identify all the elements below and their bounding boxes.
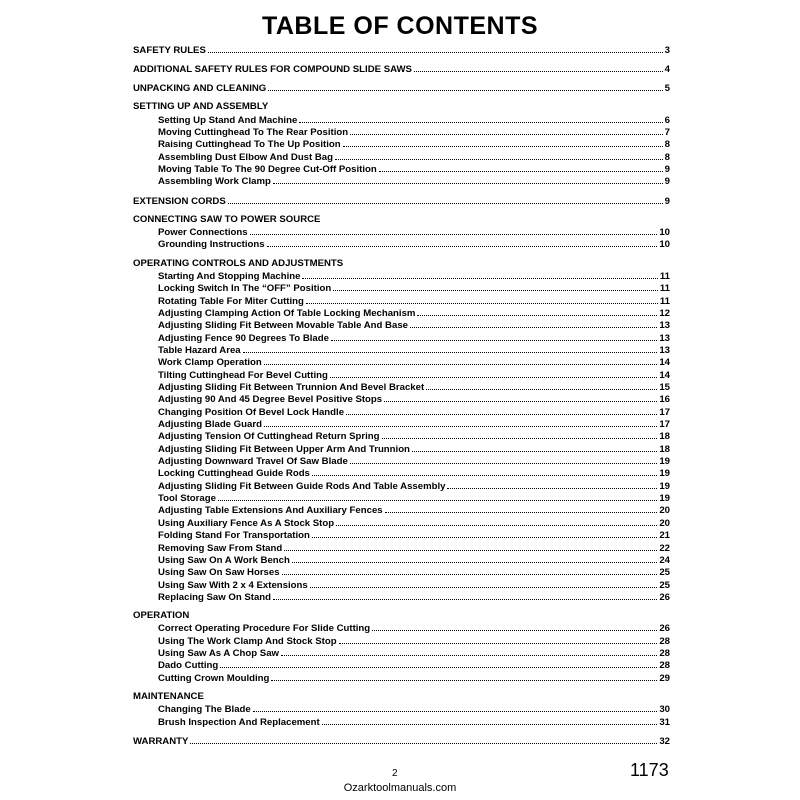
dot-leader [333, 282, 658, 291]
entry-page: 16 [659, 394, 670, 406]
entry-label: Adjusting Sliding Fit Between Movable Table And Base [158, 320, 408, 332]
toc-entry [133, 542, 670, 554]
dot-leader [372, 622, 657, 631]
entry-page: 30 [659, 704, 670, 716]
toc-entry [133, 554, 670, 566]
entry-label: Rotating Table For Miter Cutting [158, 295, 304, 307]
entry-label: Brush Inspection And Replacement [158, 716, 320, 728]
entry-label: Work Clamp Operation [158, 357, 262, 369]
toc-entry [133, 356, 670, 368]
entry-page: 32 [659, 735, 670, 747]
entry-label: Adjusting Blade Guard [158, 419, 262, 431]
footer-website: Ozarktoolmanuals.com [343, 782, 457, 794]
entry-page: 28 [659, 635, 670, 647]
toc-entry [133, 126, 670, 138]
entry-label: Cutting Crown Moulding [158, 672, 270, 684]
dot-leader [281, 647, 657, 656]
toc-section-heading: MAINTENANCE [133, 690, 204, 702]
dot-leader [299, 114, 662, 123]
toc-entry [133, 163, 670, 175]
toc-entry [133, 307, 670, 319]
toc-entry [133, 270, 670, 282]
entry-page: 25 [659, 567, 670, 579]
entry-page: 11 [659, 283, 670, 295]
toc-entry [133, 332, 670, 344]
section-gap [133, 684, 670, 691]
dot-leader [243, 344, 658, 353]
entry-page: 9 [664, 164, 670, 176]
entry-page: 19 [659, 468, 670, 480]
entry-page: 29 [659, 672, 670, 684]
entry-page: 9 [664, 176, 670, 188]
toc-section-heading: CONNECTING SAW TO POWER SOURCE [133, 213, 321, 225]
entry-label: SAFETY RULES [133, 45, 206, 56]
entry-label: Adjusting Sliding Fit Between Guide Rods And Table Assembly [158, 480, 446, 492]
dot-leader [264, 356, 658, 365]
section-gap [133, 728, 670, 735]
toc-entry [133, 282, 670, 294]
toc-entry [133, 492, 670, 504]
entry-label: UNPACKING AND CLEANING [133, 83, 267, 95]
toc-section-entry [133, 44, 670, 56]
toc-entry [133, 418, 670, 430]
toc-entry [133, 703, 670, 715]
section-gap [133, 251, 670, 258]
dot-leader [302, 270, 657, 279]
dot-leader [267, 238, 658, 247]
entry-page: 28 [659, 660, 670, 672]
entry-page: 21 [659, 530, 670, 542]
dot-leader [382, 430, 658, 439]
entry-label: Assembling Work Clamp [158, 176, 271, 188]
entry-label: Adjusting Table Extensions And Auxiliary Fences [158, 505, 383, 517]
entry-label: Locking Switch In The “OFF” Position [158, 283, 332, 295]
dot-leader [273, 591, 657, 600]
entry-page: 6 [664, 114, 670, 126]
toc-entry [133, 295, 670, 307]
entry-page: 4 [664, 64, 670, 76]
entry-label: Adjusting 90 And 45 Degree Bevel Positive Stops [158, 394, 383, 406]
dot-leader [190, 735, 657, 744]
entry-page: 14 [659, 369, 670, 381]
toc-section-heading: OPERATION [133, 610, 190, 622]
toc-entry [133, 455, 670, 467]
entry-page: 26 [659, 591, 670, 603]
page-number: 2 [392, 768, 398, 779]
entry-label: Using Saw On A Work Bench [158, 554, 290, 566]
toc-section-heading: SETTING UP AND ASSEMBLY [133, 101, 269, 113]
entry-label: Setting Up Stand And Machine [158, 114, 298, 126]
toc-entry [133, 226, 670, 238]
entry-page: 8 [664, 151, 670, 163]
toc-entry [133, 430, 670, 442]
dot-leader [385, 504, 658, 513]
entry-label: Changing Position Of Bevel Lock Handle [158, 406, 345, 418]
entry-page: 10 [659, 239, 670, 251]
page-title: TABLE OF CONTENTS [261, 12, 539, 40]
entry-label: Replacing Saw On Stand [158, 591, 272, 603]
dot-leader [312, 529, 657, 538]
toc-entry [133, 238, 670, 250]
toc-entry [133, 647, 670, 659]
toc-entry [133, 138, 670, 150]
toc-entry [133, 151, 670, 163]
toc-entry [133, 716, 670, 728]
dot-leader [335, 151, 663, 160]
entry-page: 19 [659, 456, 670, 468]
dot-leader [336, 517, 657, 526]
entry-label: Removing Saw From Stand [158, 542, 283, 554]
toc-entry [133, 480, 670, 492]
section-gap [133, 56, 670, 63]
toc-section-entry [133, 735, 670, 747]
entry-page: 17 [659, 406, 670, 418]
dot-leader [331, 332, 657, 341]
toc-entry [133, 672, 670, 684]
document-number: 1173 [630, 760, 669, 780]
entry-page: 15 [659, 382, 670, 394]
toc-section-entry [133, 63, 670, 75]
dot-leader [312, 467, 657, 476]
entry-label: Assembling Dust Elbow And Dust Bag [158, 151, 334, 163]
dot-leader [220, 659, 657, 668]
entry-label: Adjusting Clamping Action Of Table Locking Mechanism [158, 307, 416, 319]
section-gap [133, 188, 670, 195]
section-gap [133, 75, 670, 82]
entry-label: Folding Stand For Transportation [158, 530, 310, 542]
entry-page: 13 [659, 332, 670, 344]
entry-label: Starting And Stopping Machine [158, 270, 301, 282]
entry-label: Locking Cuttinghead Guide Rods [158, 468, 310, 480]
entry-page: 25 [659, 579, 670, 591]
entry-label: Adjusting Sliding Fit Between Upper Arm And Trunnion [158, 443, 410, 455]
dot-leader [412, 443, 657, 452]
toc-entry [133, 566, 670, 578]
dot-leader [384, 393, 657, 402]
entry-page: 14 [659, 357, 670, 369]
section-gap [133, 603, 670, 610]
entry-page: 12 [659, 307, 670, 319]
entry-label: Raising Cuttinghead To The Up Position [158, 139, 341, 151]
dot-leader [264, 418, 657, 427]
dot-leader [426, 381, 657, 390]
dot-leader [271, 672, 657, 681]
entry-page: 19 [659, 480, 670, 492]
entry-label: Using Saw As A Chop Saw [158, 648, 280, 660]
entry-label: EXTENSION CORDS [133, 195, 226, 207]
entry-page: 8 [664, 139, 670, 151]
entry-label: Grounding Instructions [158, 239, 265, 251]
entry-label: Moving Cuttinghead To The Rear Position [158, 127, 349, 139]
entry-label: Adjusting Tension Of Cuttinghead Return Spring [158, 431, 380, 443]
entry-page: 13 [659, 320, 670, 332]
entry-label: WARRANTY [133, 735, 189, 747]
dot-leader [250, 226, 658, 235]
entry-page: 17 [659, 419, 670, 431]
dot-leader [350, 126, 663, 135]
dot-leader [284, 542, 657, 551]
dot-leader [343, 138, 663, 147]
toc-entry [133, 517, 670, 529]
dot-leader [282, 566, 658, 575]
toc-entry [133, 369, 670, 381]
section-gap [133, 207, 670, 214]
entry-page: 11 [659, 270, 670, 282]
entry-label: Moving Table To The 90 Degree Cut-Off Position [158, 164, 377, 176]
entry-page: 28 [659, 648, 670, 660]
entry-page: 9 [664, 195, 670, 207]
toc-entry [133, 659, 670, 671]
dot-leader [268, 82, 662, 91]
toc-entry [133, 406, 670, 418]
table-of-contents [133, 44, 670, 747]
entry-label: Using The Work Clamp And Stock Stop [158, 635, 337, 647]
entry-page: 31 [659, 716, 670, 728]
toc-entry [133, 443, 670, 455]
entry-page: 7 [664, 127, 670, 139]
dot-leader [339, 635, 658, 644]
dot-leader [330, 369, 657, 378]
toc-section-heading: OPERATING CONTROLS AND ADJUSTMENTS [133, 257, 344, 269]
toc-entry [133, 579, 670, 591]
entry-label: Using Auxiliary Fence As A Stock Stop [158, 517, 335, 529]
entry-label: Using Saw With 2 x 4 Extensions [158, 579, 308, 591]
entry-page: 11 [659, 295, 670, 307]
entry-page: 18 [659, 431, 670, 443]
dot-leader [417, 307, 657, 316]
dot-leader [447, 480, 657, 489]
entry-page: 24 [659, 554, 670, 566]
dot-leader [310, 579, 658, 588]
entry-label: Tool Storage [158, 493, 216, 505]
entry-label: Adjusting Downward Travel Of Saw Blade [158, 456, 348, 468]
entry-page: 10 [659, 227, 670, 239]
toc-entry [133, 635, 670, 647]
entry-label: Adjusting Sliding Fit Between Trunnion And Bevel Bracket [158, 382, 425, 394]
toc-entry [133, 393, 670, 405]
entry-page: 20 [659, 505, 670, 517]
toc-entry [133, 319, 670, 331]
toc-entry [133, 467, 670, 479]
toc-entry [133, 529, 670, 541]
entry-label: Power Connections [158, 227, 248, 239]
dot-leader [208, 44, 663, 53]
entry-page: 19 [659, 493, 670, 505]
entry-page: 26 [659, 623, 670, 635]
dot-leader [322, 716, 658, 725]
entry-label: Table Hazard Area [158, 345, 241, 356]
toc-entry [133, 175, 670, 187]
dot-leader [218, 492, 657, 501]
dot-leader [350, 455, 658, 464]
dot-leader [346, 406, 657, 415]
toc-section-entry [133, 195, 670, 207]
entry-page: 13 [659, 345, 670, 356]
entry-label: Using Saw On Saw Horses [158, 567, 280, 579]
section-gap [133, 95, 670, 102]
entry-page: 22 [659, 542, 670, 554]
toc-entry [133, 622, 670, 634]
dot-leader [410, 319, 657, 328]
entry-page: 3 [664, 45, 670, 56]
toc-entry [133, 344, 670, 356]
toc-entry [133, 591, 670, 603]
entry-page: 20 [659, 517, 670, 529]
toc-section-entry [133, 82, 670, 94]
toc-entry [133, 114, 670, 126]
dot-leader [292, 554, 657, 563]
dot-leader [273, 175, 663, 184]
entry-label: Changing The Blade [158, 704, 251, 716]
entry-label: Tilting Cuttinghead For Bevel Cutting [158, 369, 328, 381]
toc-entry [133, 381, 670, 393]
dot-leader [228, 195, 663, 204]
entry-label: ADDITIONAL SAFETY RULES FOR COMPOUND SLIDE SAWS [133, 64, 412, 76]
toc-entry [133, 504, 670, 516]
dot-leader [253, 703, 658, 712]
dot-leader [414, 63, 663, 72]
entry-label: Correct Operating Procedure For Slide Cutting [158, 623, 371, 635]
entry-page: 18 [659, 443, 670, 455]
dot-leader [379, 163, 663, 172]
entry-page: 5 [664, 83, 670, 95]
entry-label: Adjusting Fence 90 Degrees To Blade [158, 332, 329, 344]
dot-leader [306, 295, 658, 304]
entry-label: Dado Cutting [158, 660, 219, 672]
